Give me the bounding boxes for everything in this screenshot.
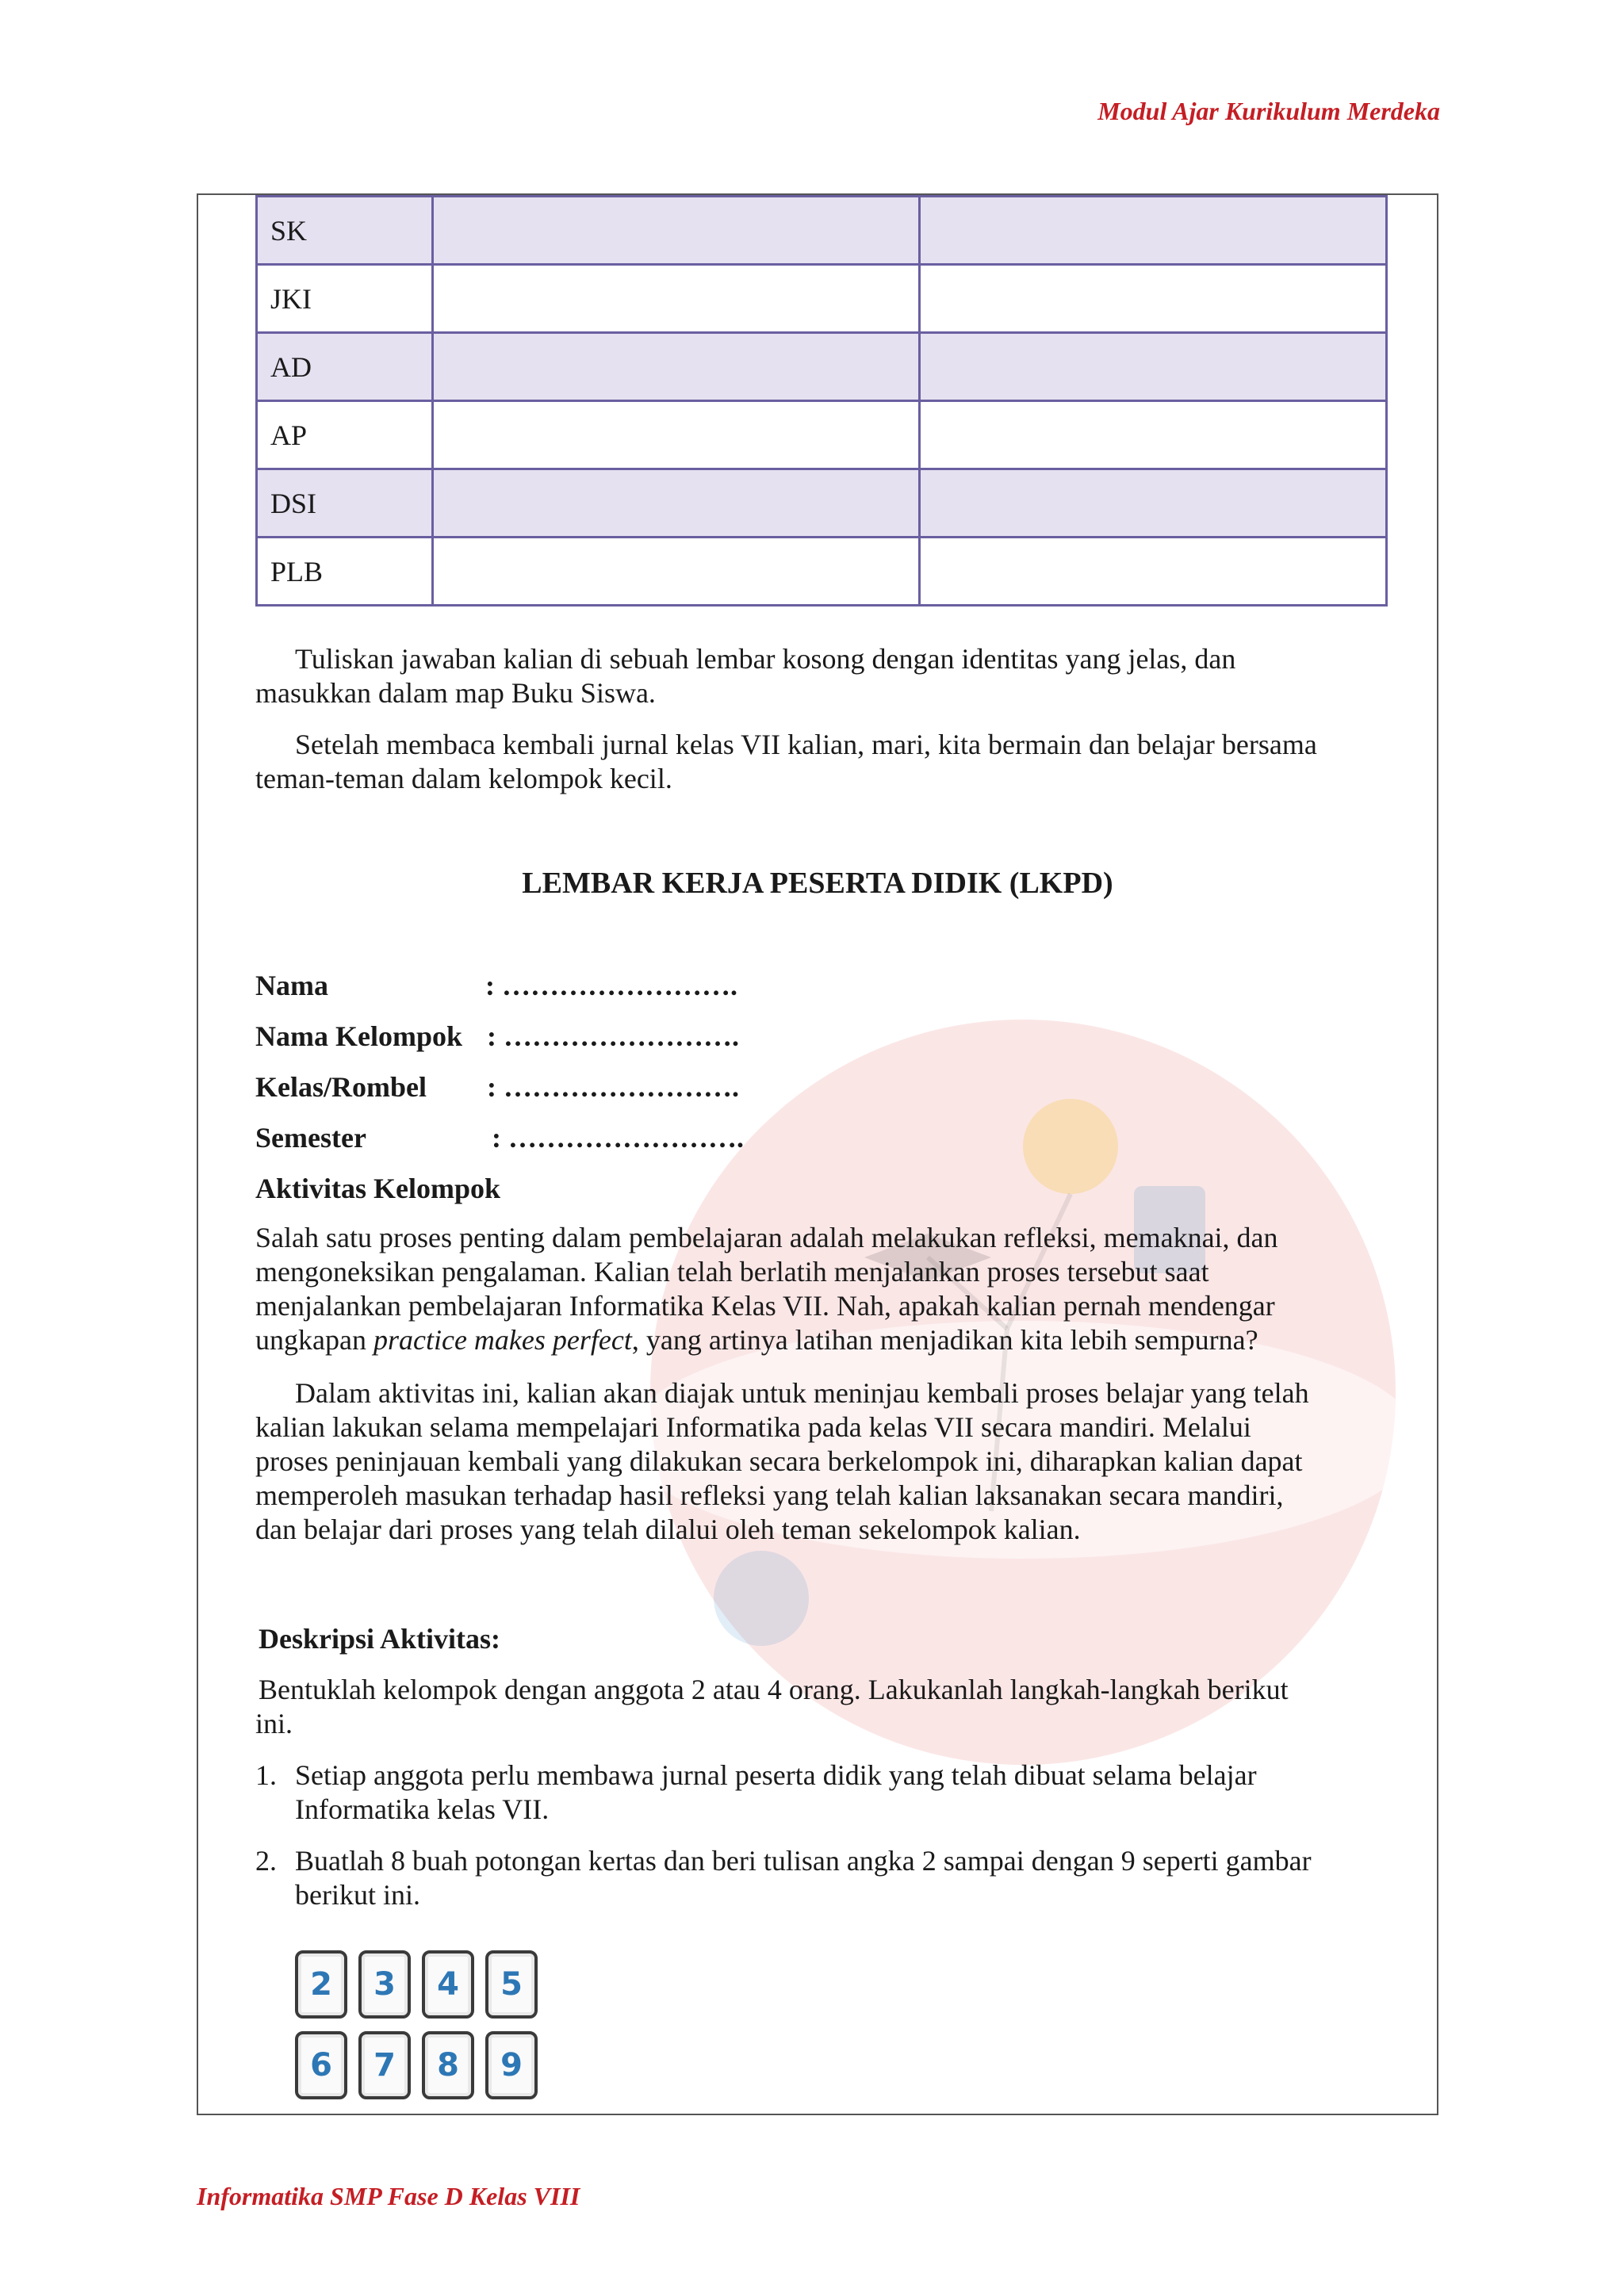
table-row	[257, 538, 1387, 606]
field-nama-kelompok	[255, 1020, 739, 1053]
intro-paragraph-line: Setelah membaca kembali jurnal kelas VII kalian, mari, kita bermain dan belajar bersama	[295, 729, 1317, 760]
field-value: : …………………….	[492, 1122, 744, 1154]
field-label: Nama Kelompok	[255, 1020, 462, 1052]
activity-paragraph-line: Dalam aktivitas ini, kalian akan diajak untuk meninjau kembali proses belajar yang telah	[295, 1377, 1309, 1409]
field-label: Kelas/Rombel	[255, 1071, 427, 1103]
answer-cell	[920, 197, 1387, 265]
activity-paragraph-line: proses peninjauan kembali yang dilakukan secara berkelompok ini, diharapkan kalian dapat	[255, 1445, 1303, 1477]
page-footer-title: Informatika SMP Fase D Kelas VIII	[197, 2182, 580, 2210]
activity-paragraph-line: menjalankan pembelajaran Informatika Kelas VII. Nah, apakah kalian pernah mendengar	[255, 1290, 1275, 1322]
list-text-line: Informatika kelas VII.	[295, 1793, 550, 1825]
row-label: AP	[257, 401, 433, 469]
instruction-paragraph-line: Tuliskan jawaban kalian di sebuah lembar kosong dengan identitas yang jelas, dan	[295, 643, 1236, 675]
activity-paragraph-line: dan belajar dari proses yang telah dilalui oleh teman sekelompok kalian.	[255, 1513, 1081, 1545]
table-row	[257, 469, 1387, 538]
table-row	[257, 197, 1387, 265]
number-card: 7	[358, 2031, 411, 2099]
field-semester	[255, 1121, 744, 1154]
answer-cell	[433, 265, 920, 333]
row-label: AD	[257, 333, 433, 401]
table-row	[257, 333, 1387, 401]
content-frame	[197, 193, 1438, 2115]
description-line: Bentuklah kelompok dengan anggota 2 atau 4 orang. Lakukanlah langkah-langkah berikut	[259, 1674, 1289, 1705]
answer-cell	[920, 538, 1387, 606]
answer-cell	[920, 265, 1387, 333]
page-header-title: Modul Ajar Kurikulum Merdeka	[1097, 97, 1440, 125]
activity-heading: Aktivitas Kelompok	[255, 1173, 501, 1204]
number-card: 4	[422, 1950, 474, 2019]
row-label: JKI	[257, 265, 433, 333]
number-card: 6	[295, 2031, 347, 2099]
table-row	[257, 401, 1387, 469]
lkpd-title: LEMBAR KERJA PESERTA DIDIK (LKPD)	[522, 867, 1113, 900]
answer-cell	[433, 333, 920, 401]
list-number: 2.	[255, 1845, 277, 1877]
activity-paragraph-line: mengoneksikan pengalaman. Kalian telah berlatih menjalankan proses tersebut saat	[255, 1256, 1209, 1288]
answer-cell	[433, 538, 920, 606]
activity-paragraph-line	[255, 1323, 1258, 1357]
list-text-line: Setiap anggota perlu membawa jurnal peserta didik yang telah dibuat selama belajar	[295, 1759, 1257, 1791]
field-label: Semester	[255, 1122, 366, 1154]
answer-cell	[433, 469, 920, 538]
field-value: : …………………….	[487, 1071, 739, 1103]
intro-paragraph-line: teman-teman dalam kelompok kecil.	[255, 763, 672, 794]
list-number: 1.	[255, 1759, 277, 1791]
activity-paragraph-line: memperoleh masukan terhadap hasil refleksi yang telah kalian laksanakan secara mandiri,	[255, 1479, 1284, 1511]
description-line: ini.	[255, 1708, 293, 1739]
text-segment: , yang artinya latihan menjadikan kita lebih sempurna?	[631, 1324, 1258, 1356]
row-label: PLB	[257, 538, 433, 606]
field-value: : …………………….	[485, 970, 737, 1001]
description-heading: Deskripsi Aktivitas:	[259, 1623, 501, 1655]
row-label: SK	[257, 197, 433, 265]
answer-cell	[920, 401, 1387, 469]
field-value: : …………………….	[487, 1020, 739, 1052]
answer-cell	[433, 197, 920, 265]
number-card: 5	[485, 1950, 538, 2019]
activity-paragraph-line: Salah satu proses penting dalam pembelajaran adalah melakukan refleksi, memaknai, dan	[255, 1222, 1278, 1253]
instruction-paragraph-line: masukkan dalam map Buku Siswa.	[255, 677, 656, 709]
text-segment: ungkapan	[255, 1324, 373, 1356]
row-label: DSI	[257, 469, 433, 538]
field-label: Nama	[255, 970, 328, 1001]
list-text-line: berikut ini.	[295, 1879, 420, 1911]
field-nama	[255, 969, 737, 1002]
evaluation-table	[255, 195, 1388, 607]
activity-paragraph-line: kalian lakukan selama mempelajari Informatika pada kelas VII secara mandiri. Melalui	[255, 1411, 1251, 1443]
answer-cell	[920, 333, 1387, 401]
field-kelas-rombel	[255, 1070, 739, 1104]
answer-cell	[433, 401, 920, 469]
table-row	[257, 265, 1387, 333]
number-card: 2	[295, 1950, 347, 2019]
list-text-line: Buatlah 8 buah potongan kertas dan beri tulisan angka 2 sampai dengan 9 seperti gambar	[295, 1845, 1312, 1877]
italic-phrase: practice makes perfect	[373, 1324, 632, 1356]
number-card: 8	[422, 2031, 474, 2099]
number-card: 9	[485, 2031, 538, 2099]
answer-cell	[920, 469, 1387, 538]
number-card: 3	[358, 1950, 411, 2019]
